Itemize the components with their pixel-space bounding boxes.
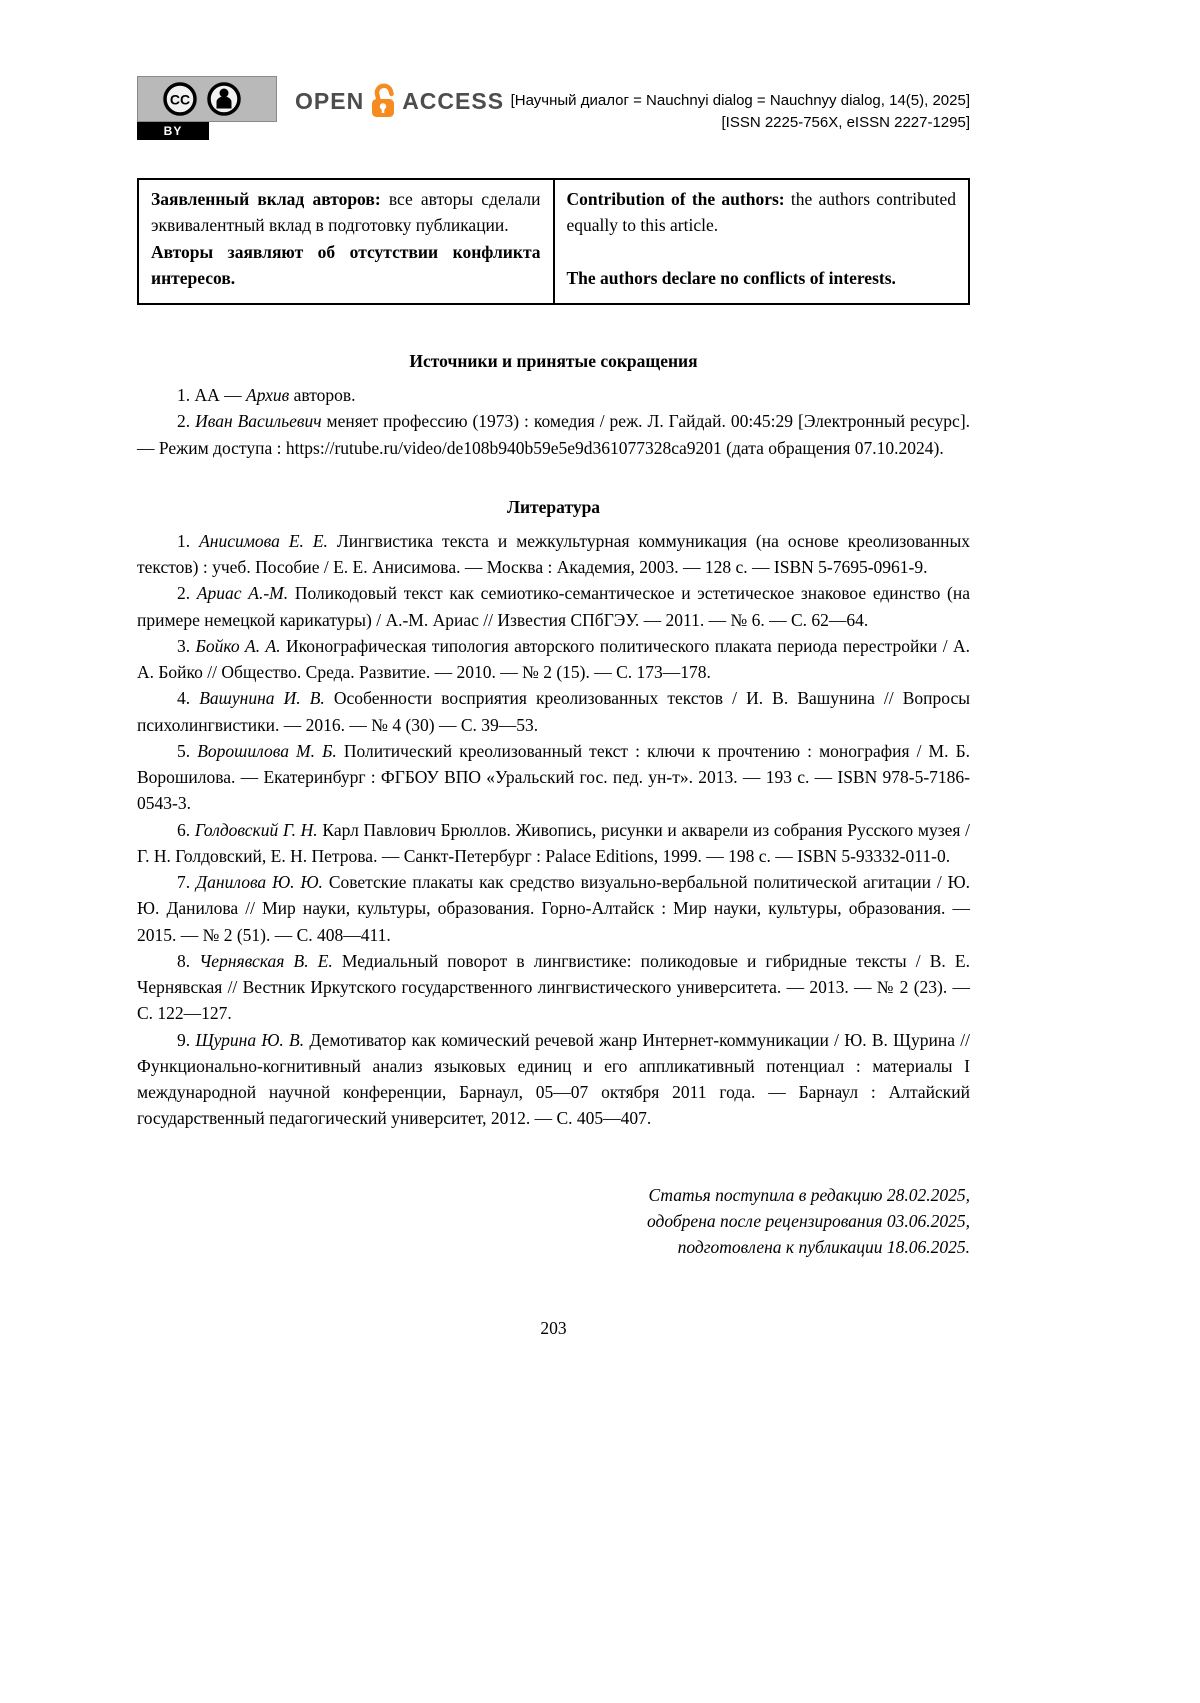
ref-author: Анисимова Е. Е.	[199, 530, 328, 551]
open-access-open-text: OPEN	[295, 87, 365, 114]
ref-author: Чернявская В. Е.	[199, 950, 333, 971]
page-header	[137, 76, 970, 140]
open-access-logo	[295, 82, 504, 120]
reference-item	[137, 817, 970, 870]
ref-number: 5.	[177, 740, 191, 761]
ref-number: 6.	[177, 819, 191, 840]
ref-text: Поликодовый текст как семиотико-семантическое и эстетическое знаковое единство (на примере немецкой карикатуры) / А.-М. Ариас // Известия СПбГЭУ. — 2011. — № 6. — С. 62—64.	[137, 583, 971, 630]
ref-author: Ворошилова М. Б.	[197, 740, 337, 761]
ref-text: Иконографическая типология авторского политического плаката периода перестройки / А. А. Бойко // Общество. Среда. Развитие. — 2010. — № 2 (15). — С. 173—178.	[137, 635, 970, 682]
page-number: 203	[540, 1318, 567, 1339]
literature-heading: Литература	[506, 496, 601, 517]
journal-title-line: [Научный диалог = Nauchnyi dialog = Nauchnyy dialog, 14(5), 2025]	[510, 92, 970, 109]
contribution-cell-ru	[138, 179, 554, 304]
table-row	[138, 179, 969, 304]
journal-issn-line: [ISSN 2225-756X, eISSN 2227-1295]	[721, 113, 970, 131]
open-access-access-text: ACCESS	[402, 87, 505, 114]
contribution-table	[137, 178, 970, 305]
ref-author: Данилова Ю. Ю.	[196, 872, 323, 892]
journal-citation	[511, 90, 970, 134]
ref-number: 7.	[177, 872, 191, 892]
conflict-en: The authors declare no conflicts of interests.	[566, 267, 896, 288]
contribution-ru	[151, 186, 541, 239]
source-item	[137, 408, 970, 461]
contribution-en-rest: the authors contributed equally to this article.	[566, 189, 956, 236]
cc-by-logo	[137, 76, 277, 140]
ref-author: Голдовский Г. Н.	[194, 819, 318, 840]
ref-text: Особенности восприятия креолизованных текстов / И. В. Вашунина // Вопросы психолингвистики. — 2016. — № 4 (30) — С. 39—53.	[137, 688, 970, 735]
reference-item	[137, 738, 970, 817]
ref-text: Карл Павлович Брюллов. Живопись, рисунки и акварели из собрания Русского музея / Г. Н. Голдовский, Е. Н. Петрова. — Санкт-Петербург : Palace Editions, 1999. — 198 с. — ISBN 5-93332-011-0.	[137, 819, 970, 866]
submission-dates	[137, 1182, 970, 1261]
ref-text: Демотиватор как комический речевой жанр Интернет-коммуникации / Ю. В. Щурина // Функционально-когнитивный анализ языковых единиц и его аппликативный потенциал : материалы I международной научной конференции, Барнаул, 05—07 октября 2011 года. — Барнаул : Алтайский государственный педагогический университет, 2012. — С. 405—407.	[137, 1029, 971, 1129]
date-prepared: подготовлена к публикации 18.06.2025.	[677, 1237, 970, 1257]
contribution-cell-en	[554, 179, 970, 304]
ref-text: Лингвистика текста и межкультурная коммуникация (на основе креолизованных текстов) : учеб. Пособие / Е. Е. Анисимова. — Москва : Академия, 2003. — 128 с. — ISBN 5-7695-0961-9.	[137, 530, 971, 577]
contribution-ru-rest: все авторы сделали эквивалентный вклад в подготовку публикации.	[151, 189, 541, 236]
contribution-ru-lead: Заявленный вклад авторов:	[151, 189, 381, 209]
reference-item	[137, 633, 970, 686]
contribution-en-lead: Contribution of the authors:	[566, 189, 785, 209]
ref-text: Медиальный поворот в лингвистике: поликодовые и гибридные тексты / В. Е. Чернявская // Вестник Иркутского государственного лингвистического университета. — 2013. — № 2 (23). — С. 122—127.	[137, 950, 970, 1024]
reference-item	[137, 1027, 970, 1132]
ref-italic: Архив	[246, 385, 290, 405]
ref-number: 1.	[177, 385, 191, 405]
cc-icon	[148, 80, 266, 118]
ref-number: 3.	[177, 635, 191, 656]
ref-pre: АА —	[194, 385, 247, 405]
reference-item	[137, 580, 970, 633]
ref-number: 4.	[177, 688, 191, 709]
ref-text: Политический креолизованный текст : ключи к прочтению : монография / М. Б. Ворошилова. — Екатеринбург : ФГБОУ ВПО «Уральский гос. пед. ун-т». 2013. — 193 с. — ISBN 978-5-7186-0543-3.	[137, 740, 970, 814]
cc-by-text: BY	[163, 124, 183, 138]
reference-item	[137, 948, 970, 1027]
ref-author: Ариас А.-М.	[196, 583, 289, 604]
ref-author: Вашунина И. В.	[199, 688, 325, 709]
contribution-en	[567, 186, 957, 239]
ref-author: Бойко А. А.	[195, 635, 281, 656]
ref-number: 2.	[177, 411, 191, 432]
ref-text: авторов.	[293, 385, 356, 405]
sources-heading: Источники и принятые сокращения	[409, 351, 698, 371]
ref-number: 8.	[177, 950, 191, 971]
cc-by-label	[137, 122, 209, 140]
conflict-ru: Авторы заявляют об отсутствии конфликта интересов.	[151, 241, 541, 288]
ref-number: 9.	[177, 1029, 191, 1050]
ref-text: меняет профессию (1973) : комедия / реж. Л. Гайдай. 00:45:29 [Электронный ресурс]. — Режим доступа : https://rutube.ru/video/de108b940b59e5e9d361077328ca9201 (дата обращения 07.10.2024).	[137, 411, 971, 458]
source-item	[137, 382, 970, 408]
reference-item	[137, 869, 970, 948]
header-logos	[137, 76, 504, 140]
cc-icons	[137, 76, 277, 122]
reference-item	[137, 685, 970, 738]
ref-author: Щурина Ю. В.	[195, 1029, 305, 1050]
ref-text: Советские плакаты как средство визуально-вербальной политической агитации / Ю. Ю. Данилова // Мир науки, культуры, образования. Горно-Алтайск : Мир науки, культуры, образования. — 2015. — № 2 (51). — С. 408—411.	[137, 872, 971, 945]
ref-number: 2.	[177, 583, 191, 604]
reference-item	[137, 528, 970, 581]
date-received: Статья поступила в редакцию 28.02.2025,	[648, 1184, 970, 1205]
ref-italic: Иван Васильевич	[195, 411, 322, 432]
ref-number: 1.	[177, 530, 191, 551]
date-approved: одобрена после рецензирования 03.06.2025,	[646, 1210, 970, 1231]
open-lock-icon	[369, 82, 397, 120]
svg-text:CC: CC	[169, 91, 191, 108]
